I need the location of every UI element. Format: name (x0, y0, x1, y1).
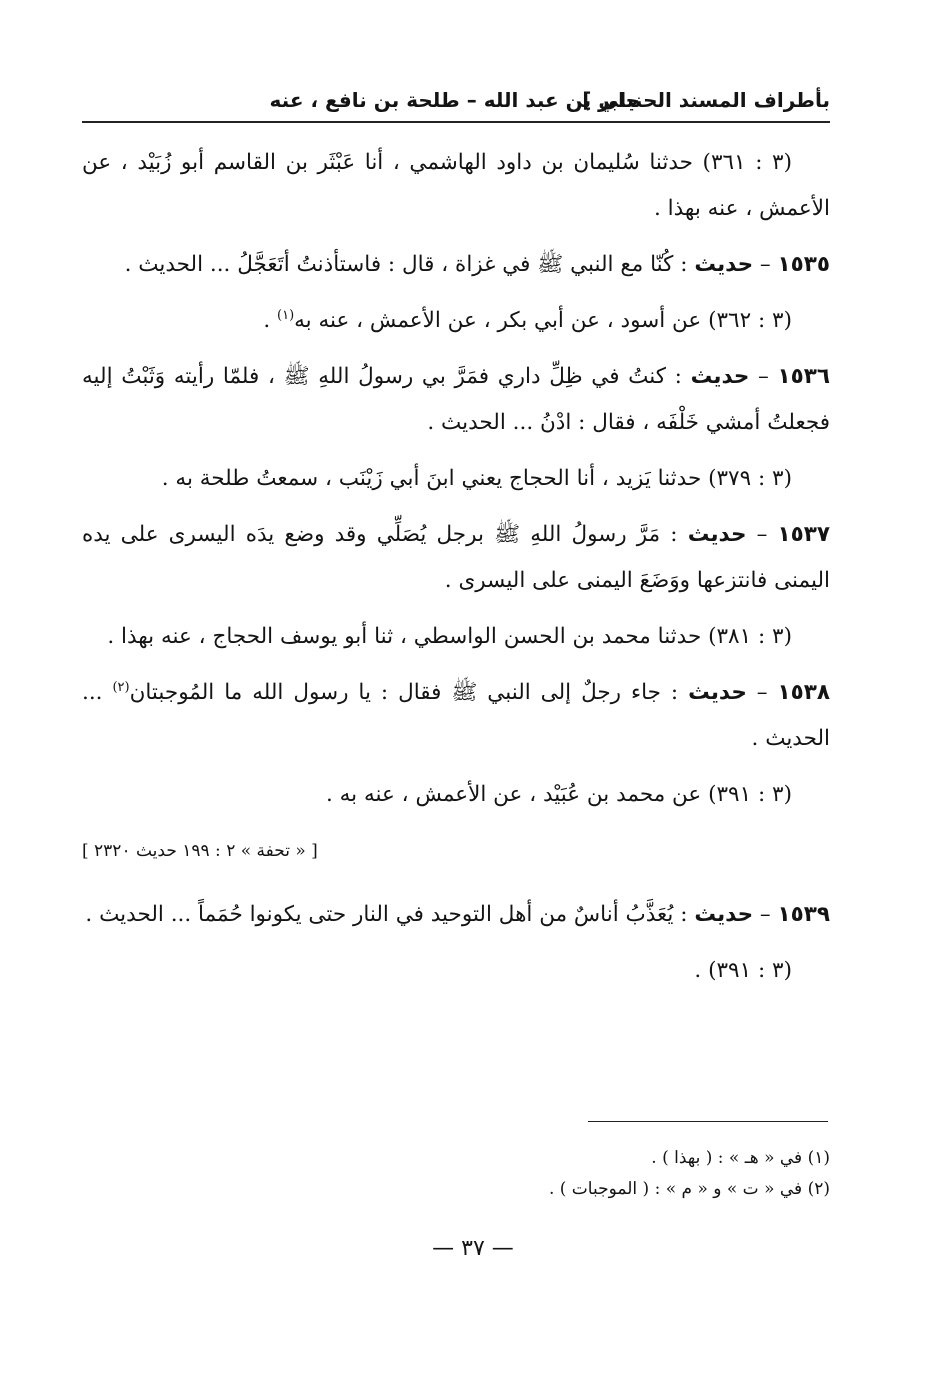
page-body (82, 140, 830, 1004)
hadith-label: حديث (694, 902, 754, 927)
hadith-entry: ١٥٣٥ – حديث : كُنّا مع النبي ﷺ في غزاة ، قال : فاستأذنتُ أتَعَجَّلُ ... الحديث . (124, 252, 830, 277)
hadith-number: ١٥٣٨ (777, 680, 830, 705)
running-header (82, 78, 830, 118)
hadith-text: : كُنّا مع النبي ﷺ في غزاة ، قال : فاستأذنتُ أتَعَجَّلُ ... الحديث . (124, 252, 688, 277)
hadith-text: : يُعَذَّبُ أناسٌ من أهل التوحيد في النار حتى يكونوا حُمَماً ... الحديث . (85, 902, 688, 927)
tuhfa-reference: [ « تحفة » ٢ : ١٩٩ حديث ٢٣٢٠ ] (82, 841, 318, 861)
isnad-line (82, 772, 830, 818)
header-rule (82, 121, 830, 123)
isnad-text: (٣ : ٣٦٢) عن أسود ، عن أبي بكر ، عن الأعمش ، عنه به (294, 308, 792, 333)
hadith-number: ١٥٣٦ (777, 364, 830, 389)
isnad-line (82, 614, 830, 660)
hadith-label: حديث (688, 680, 747, 705)
isnad-text: (٣ : ٣٩١) . (694, 958, 792, 983)
isnad-text: (٣ : ٣٩١) عن محمد بن عُبَيْد ، عن الأعمش ، عنه به . (325, 782, 792, 807)
footnote-ref: (١) (277, 307, 295, 323)
hadith-entry: ١٥٣٨ – حديث : جاء رجلٌ إلى النبي ﷺ فقال : يا رسول الله ما المُوجبتان$^{(٢)}$ ... الحديث . (82, 679, 830, 751)
hadith-number: ١٥٣٥ (777, 252, 830, 277)
isnad-line (82, 140, 830, 232)
section-title: جابر بن عبد الله – طلحة بن نافع ، عنه (269, 88, 640, 112)
book-title: بأطراف المسند الحنبلي ] (582, 88, 830, 112)
footnote-rule (588, 1121, 828, 1122)
hadith-text: : مَرَّ رسولُ اللهِ ﷺ برجل يُصَلِّي وقد وضع يدَه اليسرى على يده اليمنى فانتزعها ووَضَعَ اليمنى على اليسرى . (82, 522, 830, 593)
hadith-number: ١٥٣٩ (777, 902, 830, 927)
hadith-entry: ١٥٣٧ – حديث : مَرَّ رسولُ اللهِ ﷺ برجل يُصَلِّي وقد وضع يدَه اليسرى على يده اليمنى فانتزعها ووَضَعَ اليمنى على اليسرى . (82, 522, 830, 593)
isnad-line (82, 948, 830, 994)
hadith-entry: ١٥٣٦ – حديث : كنتُ في ظِلِّ داري فمَرَّ بي رسولُ اللهِ ﷺ ، فلمّا رأيته وَثَبْتُ إليه فجعلتُ أمشي خَلْفَه ، فقال : ادْنُ ... الحديث . (82, 364, 830, 435)
isnad-text: (٣ : ٣٦١) حدثنا سُليمان بن داود الهاشمي ، أنا عَبْثَر بن القاسم أبو زُبَيْد ، عن الأعمش ، عنه بهذا . (82, 150, 830, 221)
footnote: (٢) في « ت » و « م » : ( الموجبات ) . (548, 1179, 830, 1199)
page-number: — ٣٧ — (432, 1236, 514, 1261)
hadith-label: حديث (690, 364, 750, 389)
isnad-text: (٣ : ٣٨١) حدثنا محمد بن الحسن الواسطي ، ثنا أبو يوسف الحجاج ، عنه بهذا . (107, 624, 792, 649)
hadith-tail: ... الحديث . (82, 680, 830, 751)
footnotes (82, 1143, 830, 1205)
hadith-text: : كنتُ في ظِلِّ داري فمَرَّ بي رسولُ اللهِ ﷺ ، فلمّا رأيته وَثَبْتُ إليه فجعلتُ أمشي خَلْفَه ، فقال : ادْنُ ... الحديث . (82, 364, 830, 435)
isnad-line (82, 456, 830, 502)
footnote: (١) في « هـ » : ( بهذا ) . (651, 1148, 830, 1168)
isnad-text: (٣ : ٣٧٩) حدثنا يَزيد ، أنا الحجاج يعني ابنَ أبي زَيْنَب ، سمعتُ طلحة به . (161, 466, 792, 491)
hadith-text: : جاء رجلٌ إلى النبي ﷺ فقال : يا رسول الله ما المُوجبتان (129, 680, 679, 705)
hadith-label: حديث (687, 522, 747, 547)
hadith-label: حديث (694, 252, 754, 277)
hadith-entry: ١٥٣٩ – حديث : يُعَذَّبُ أناسٌ من أهل التوحيد في النار حتى يكونوا حُمَماً ... الحديث . (85, 902, 830, 927)
footnote-ref: (٢) (112, 679, 130, 695)
isnad-tail: . (263, 308, 277, 333)
isnad-line (82, 298, 830, 344)
hadith-number: ١٥٣٧ (777, 522, 830, 547)
